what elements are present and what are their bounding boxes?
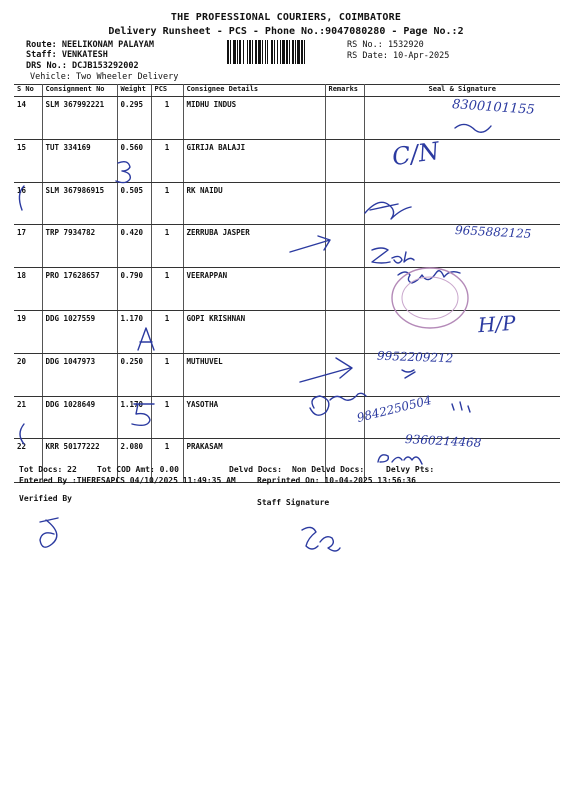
cell-consignment: SLM 367986915 — [42, 182, 117, 225]
document-subtitle: Delivery Runsheet - PCS - Phone No.:9047080280 - Page No.:2 — [108, 26, 464, 37]
total-cod-amount: Tot COD Amt: 0.00 — [97, 465, 179, 474]
cell-pcs: 1 — [151, 396, 183, 439]
cell-consignment: DDG 1027559 — [42, 310, 117, 353]
cell-weight: 0.790 — [117, 268, 151, 311]
rs-date: RS Date: 10-Apr-2025 — [347, 51, 450, 61]
cell-weight: 2.080 — [117, 439, 151, 483]
handwritten-phone-row21: 9842250504 — [355, 392, 433, 426]
cell-sno: 17 — [14, 225, 42, 268]
cell-pcs: 1 — [151, 97, 183, 140]
staff-label: Staff: VENKATESH — [26, 50, 108, 60]
drs-number: DRS No.: DCJB153292002 — [26, 61, 139, 71]
handwritten-phone-row17: 9655882125 — [454, 223, 532, 241]
staff-signature-label: Staff Signature — [257, 498, 330, 507]
cell-sno: 15 — [14, 139, 42, 182]
cell-consignee: MUTHUVEL — [183, 353, 325, 396]
cell-weight: 0.250 — [117, 353, 151, 396]
cell-weight: 1.170 — [117, 396, 151, 439]
handwritten-phone-row22: 9360214468 — [404, 432, 482, 450]
verified-by-label: Verified By — [19, 494, 72, 503]
cell-consignee: PRAKASAM — [183, 439, 325, 483]
cell-sno: 19 — [14, 310, 42, 353]
cell-pcs: 1 — [151, 310, 183, 353]
cell-pcs: 1 — [151, 353, 183, 396]
col-sno: S No — [14, 85, 42, 97]
cell-weight: 0.295 — [117, 97, 151, 140]
cell-sno: 22 — [14, 439, 42, 483]
handwritten-phone-row14: 8300101155 — [451, 97, 536, 118]
cell-consignment: TUT 334169 — [42, 139, 117, 182]
cell-pcs: 1 — [151, 439, 183, 483]
cell-weight: 0.560 — [117, 139, 151, 182]
route-label: Route: NEELIKONAM PALAYAM — [26, 40, 154, 50]
cell-pcs: 1 — [151, 225, 183, 268]
col-pcs: PCS — [151, 85, 183, 97]
document-title: THE PROFESSIONAL COURIERS, COIMBATORE — [170, 12, 402, 23]
cell-consignee: YASOTHA — [183, 396, 325, 439]
cell-pcs: 1 — [151, 139, 183, 182]
cell-consignee: GOPI KRISHNAN — [183, 310, 325, 353]
handwritten-hp-row19: H/P — [477, 310, 517, 338]
col-consignment: Consignment No — [42, 85, 117, 97]
entered-by: Entered By :THERESAPCS 04/10/2025 11:49:35 AM — [19, 476, 236, 485]
col-seal: Seal & Signature — [364, 85, 560, 97]
cell-consignment: DDG 1028649 — [42, 396, 117, 439]
cell-consignment: TRP 7934782 — [42, 225, 117, 268]
vehicle-label: Vehicle: Two Wheeler Delivery — [30, 72, 179, 82]
non-delivered-docs: Non Delvd Docs: — [292, 465, 365, 474]
handwritten-cn-row15: C/N — [390, 136, 442, 172]
cell-pcs: 1 — [151, 268, 183, 311]
cell-consignment: DDG 1047973 — [42, 353, 117, 396]
handwritten-phone-row20: 9952209212 — [376, 348, 454, 366]
col-weight: Weight — [117, 85, 151, 97]
total-docs: Tot Docs: 22 — [19, 465, 77, 474]
cell-consignee: MIDHU INDUS — [183, 97, 325, 140]
cell-consignment: KRR 50177222 — [42, 439, 117, 483]
reprinted-on: Reprinted On: 10-04-2025 13:56:36 — [257, 476, 416, 485]
cell-weight: 1.170 — [117, 310, 151, 353]
cell-consignee: RK NAIDU — [183, 182, 325, 225]
col-remarks: Remarks — [325, 85, 364, 97]
cell-sno: 18 — [14, 268, 42, 311]
delivered-docs: Delvd Docs: — [229, 465, 282, 474]
rs-number: RS No.: 1532920 — [347, 40, 424, 50]
cell-consignment: PRO 17628657 — [42, 268, 117, 311]
cell-consignee: GIRIJA BALAJI — [183, 139, 325, 182]
cell-weight: 0.505 — [117, 182, 151, 225]
cell-pcs: 1 — [151, 182, 183, 225]
col-consignee: Consignee Details — [183, 85, 325, 97]
cell-consignee: ZERRUBA JASPER — [183, 225, 325, 268]
delivery-points: Delvy Pts: — [386, 465, 435, 474]
cell-sno: 20 — [14, 353, 42, 396]
cell-weight: 0.420 — [117, 225, 151, 268]
cell-sno: 21 — [14, 396, 42, 439]
cell-sno: 16 — [14, 182, 42, 225]
cell-consignee: VEERAPPAN — [183, 268, 325, 311]
cell-sno: 14 — [14, 97, 42, 140]
cell-consignment: SLM 367992221 — [42, 97, 117, 140]
